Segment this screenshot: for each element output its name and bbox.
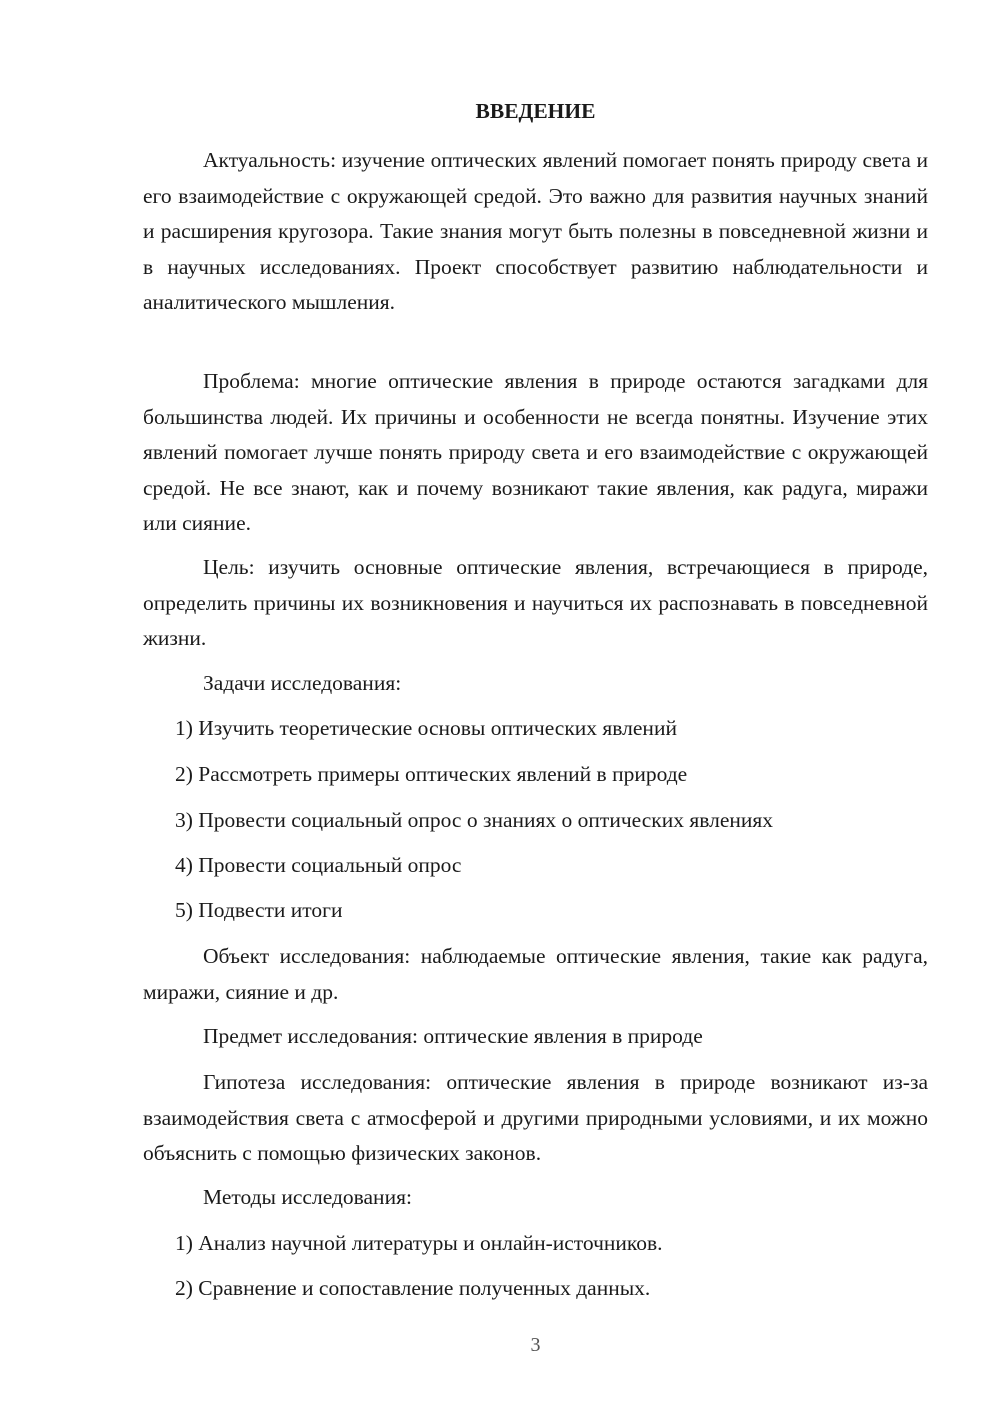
page-number: 3 bbox=[530, 1334, 541, 1356]
tasks-heading: Задачи исследования: bbox=[203, 671, 402, 695]
relevance-paragraph: Актуальность: изучение оптических явлений помогает понять природу света и его взаимодействие с окружающей средой. Это важно для развития научных знаний и расширения кругозора. Такие знания могут быть полезны в повседневной жизни и в научных исследованиях. Проект способствует развитию наблюдательности и аналитического мышления. bbox=[143, 148, 928, 314]
task-item: 4) Провести социальный опрос bbox=[175, 853, 462, 877]
method-item: 2) Сравнение и сопоставление полученных данных. bbox=[175, 1276, 651, 1300]
methods-heading: Методы исследования: bbox=[203, 1185, 412, 1209]
method-item: 1) Анализ научной литературы и онлайн-источников. bbox=[175, 1231, 663, 1255]
task-item: 3) Провести социальный опрос о знаниях о оптических явлениях bbox=[175, 808, 774, 832]
task-item: 2) Рассмотреть примеры оптических явлений в природе bbox=[175, 762, 688, 786]
problem-paragraph: Проблема: многие оптические явления в природе остаются загадками для большинства людей. Их причины и особенности не всегда понятны. Изучение этих явлений помогает лучше понять природу света и его взаимодействие с окружающей средой. Не все знают, как и почему возникают такие явления, как радуга, миражи или сияние. bbox=[143, 369, 928, 535]
document-page bbox=[143, 0, 928, 1414]
object-paragraph: Объект исследования: наблюдаемые оптические явления, такие как радуга, миражи, сияние и др. bbox=[143, 944, 928, 1004]
subject-paragraph: Предмет исследования: оптические явления в природе bbox=[203, 1024, 703, 1048]
goal-paragraph: Цель: изучить основные оптические явления, встречающиеся в природе, определить причины их возникновения и научиться их распознавать в повседневной жизни. bbox=[143, 555, 928, 650]
hypothesis-paragraph: Гипотеза исследования: оптические явления в природе возникают из-за взаимодействия света с атмосферой и другими природными условиями, и их можно объяснить с помощью физических законов. bbox=[143, 1070, 928, 1165]
task-item: 1) Изучить теоретические основы оптических явлений bbox=[175, 716, 677, 740]
page-title: ВВЕДЕНИЕ bbox=[475, 99, 596, 123]
task-item: 5) Подвести итоги bbox=[175, 898, 343, 922]
